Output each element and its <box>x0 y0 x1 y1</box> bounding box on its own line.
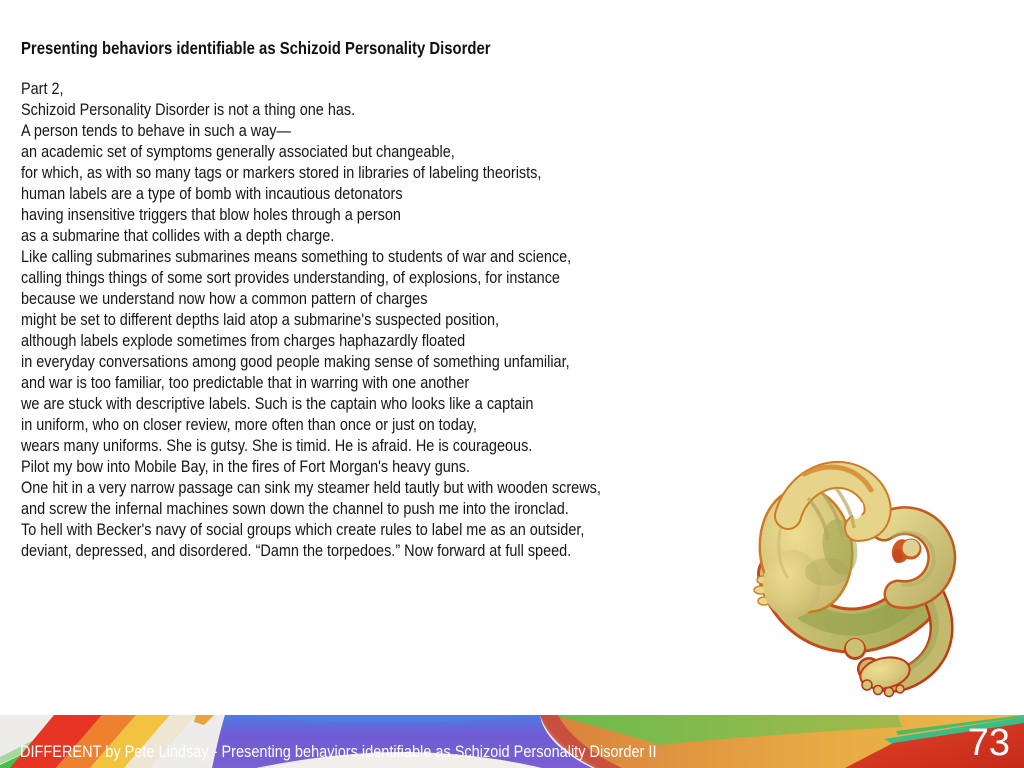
poem-line: an academic set of symptoms generally associated but changeable, <box>21 142 455 161</box>
poem-line: calling things things of some sort provides understanding, of explosions, for instance <box>21 268 560 287</box>
poem-line: To hell with Becker's navy of social groups which create rules to label me as an outsider, <box>21 520 585 539</box>
poem-line: and screw the infernal machines sown down the channel to push me into the ironclad. <box>21 499 569 518</box>
poem-line: deviant, depressed, and disordered. “Damn the torpedoes.” Now forward at full speed. <box>21 541 572 560</box>
page-number: 73 <box>967 722 1010 764</box>
footer-bar <box>0 715 1024 768</box>
footer-credit: DIFFERENT by Pete Lindsay - Presenting behaviors identifiable as Schizoid Personality Disorder II <box>20 743 657 761</box>
poem-line: wears many uniforms. She is gutsy. She is timid. He is afraid. He is courageous. <box>21 436 533 455</box>
poem-line: having insensitive triggers that blow holes through a person <box>21 205 401 224</box>
abstract-painting-svg <box>752 452 972 704</box>
page-title: Presenting behaviors identifiable as Schizoid Personality Disorder <box>21 38 491 58</box>
poem-line: and war is too familiar, too predictable that in warring with one another <box>21 373 470 392</box>
poem-line: in everyday conversations among good people making sense of something unfamiliar, <box>21 352 570 371</box>
poem-line: might be set to different depths laid atop a submarine's suspected position, <box>21 310 500 329</box>
poem-line: Part 2, <box>21 79 64 98</box>
poem-line: because we understand now how a common pattern of charges <box>21 289 428 308</box>
poem-line: we are stuck with descriptive labels. Such is the captain who looks like a captain <box>21 394 534 413</box>
abstract-painting-figure <box>752 452 972 704</box>
poem-line: Like calling submarines submarines means something to students of war and science, <box>21 247 572 266</box>
poem-line: One hit in a very narrow passage can sink my steamer held tautly but with wooden screws, <box>21 478 601 497</box>
poem-line: A person tends to behave in such a way— <box>21 121 291 140</box>
poem-line: Pilot my bow into Mobile Bay, in the fires of Fort Morgan's heavy guns. <box>21 457 471 476</box>
poem-line: human labels are a type of bomb with incautious detonators <box>21 184 403 203</box>
poem-line: in uniform, who on closer review, more often than once or just on today, <box>21 415 477 434</box>
poem-line: Schizoid Personality Disorder is not a thing one has. <box>21 100 356 119</box>
poem-line: as a submarine that collides with a depth charge. <box>21 226 335 245</box>
poem-text <box>21 78 601 561</box>
poem-line: for which, as with so many tags or markers stored in libraries of labeling theorists, <box>21 163 542 182</box>
poem-line: although labels explode sometimes from charges haphazardly floated <box>21 331 466 350</box>
